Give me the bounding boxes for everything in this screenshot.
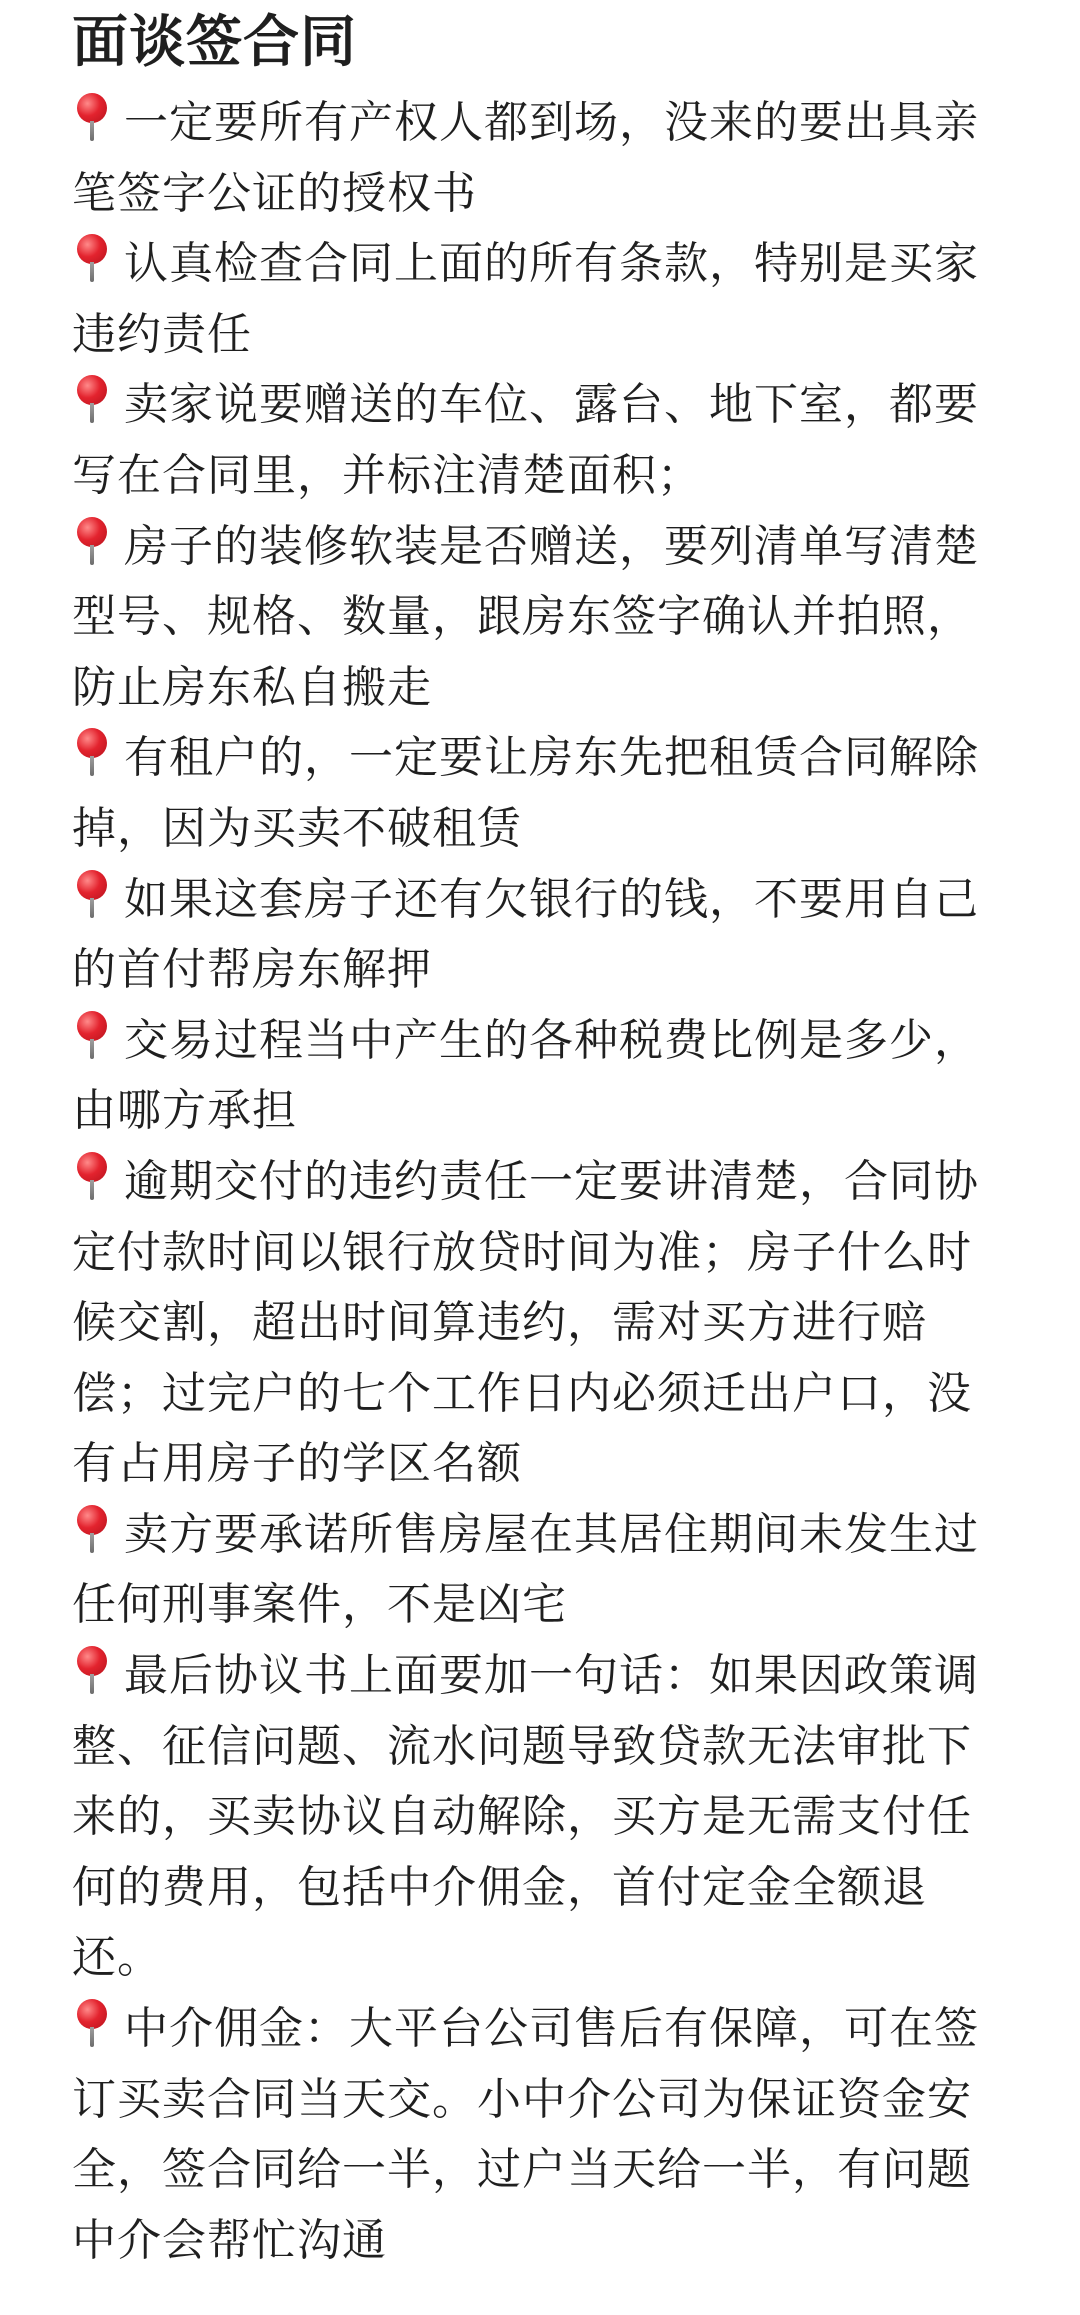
list-item-text: 有租户的，一定要让房东先把租赁合同解除掉，因为买卖不破租赁 xyxy=(72,732,979,854)
list-item xyxy=(72,88,1002,229)
list-item xyxy=(72,865,1002,1006)
round-pushpin-icon xyxy=(72,726,118,778)
round-pushpin-icon xyxy=(72,515,118,567)
list-item-text: 房子的装修软装是否赠送，要列清单写清楚型号、规格、数量，跟房东签字确认并拍照，防止房东私自搬走 xyxy=(72,520,979,713)
list-item-text: 认真检查合同上面的所有条款，特别是买家违约责任 xyxy=(72,238,979,360)
page-title: 面谈签合同 xyxy=(72,10,357,75)
list-item-text: 一定要所有产权人都到场，没来的要出具亲笔签字公证的授权书 xyxy=(72,97,979,219)
round-pushpin-icon xyxy=(72,232,118,284)
note-content xyxy=(72,8,1002,2276)
list-item xyxy=(72,370,1002,511)
list-item xyxy=(72,1147,1002,1500)
list-item xyxy=(72,229,1002,370)
list-item-text: 交易过程当中产生的各种税费比例是多少，由哪方承担 xyxy=(72,1014,979,1137)
list-item-text: 逾期交付的违约责任一定要讲清楚，合同协定付款时间以银行放贷时间为准；房子什么时候交割，超出时间算违约，需对买方进行赔偿；过完户的七个工作日内必须迁出户口，没有占用房子的学区名额 xyxy=(72,1155,979,1490)
round-pushpin-icon xyxy=(72,868,118,920)
list-item xyxy=(72,1641,1002,1994)
list-item xyxy=(72,723,1002,864)
list-item-text: 卖方要承诺所售房屋在其居住期间未发生过任何刑事案件，不是凶宅 xyxy=(72,1508,979,1631)
round-pushpin-icon xyxy=(72,1644,118,1696)
list-item-text: 中介佣金：大平台公司售后有保障，可在签订买卖合同当天交。小中介公司为保证资金安全，签合同给一半，过户当天给一半，有问题中介会帮忙沟通 xyxy=(72,2003,979,2266)
list-item xyxy=(72,1006,1002,1147)
list-item-text: 卖家说要赠送的车位、露台、地下室，都要写在合同里，并标注清楚面积； xyxy=(72,379,979,501)
round-pushpin-icon xyxy=(72,373,118,425)
round-pushpin-icon xyxy=(72,1009,118,1061)
list-item xyxy=(72,1500,1002,1641)
list-item xyxy=(72,1994,1002,2276)
round-pushpin-icon xyxy=(72,1150,118,1202)
list-item-text: 最后协议书上面要加一句话：如果因政策调整、征信问题、流水问题导致贷款无法审批下来的，买卖协议自动解除，买方是无需支付任何的费用，包括中介佣金，首付定金全额退还。 xyxy=(72,1650,979,1984)
list-item xyxy=(72,512,1002,724)
round-pushpin-icon xyxy=(72,1503,118,1555)
round-pushpin-icon xyxy=(72,1997,118,2049)
list-item-text: 如果这套房子还有欠银行的钱，不要用自己的首付帮房东解押 xyxy=(72,873,979,996)
round-pushpin-icon xyxy=(72,91,118,143)
